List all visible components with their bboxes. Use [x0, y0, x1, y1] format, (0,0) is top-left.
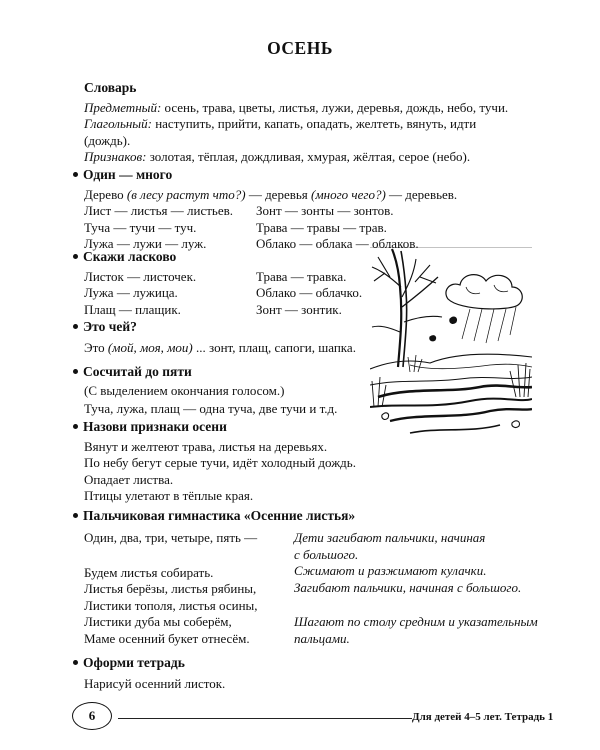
- action-line: с большого.: [294, 546, 359, 562]
- footer-divider: [118, 718, 412, 719]
- notebook-section: [84, 655, 225, 692]
- bullet-icon: [73, 324, 78, 329]
- adjectives-label: Признаков:: [84, 149, 147, 165]
- diminutive-heading: Скажи ласково: [84, 249, 364, 266]
- signs-heading: Назови признаки осени: [84, 419, 356, 436]
- list-item: Трава — травы — трав.: [256, 219, 387, 235]
- list-item: Плащ — плащик.: [84, 301, 181, 317]
- whose-section: [84, 319, 356, 356]
- verse-line: Будем листья собирать.: [84, 564, 214, 580]
- verbs-text: наступить, прийти, капать, опадать, желтеть, вянуть, идти: [155, 116, 477, 132]
- verbs-text-continued: (дождь).: [84, 132, 131, 148]
- list-item: По небу бегут серые тучи, идёт холодный дождь.: [84, 455, 356, 471]
- nouns-label: Предметный:: [84, 99, 162, 115]
- count-note: (С выделением окончания голосом.): [84, 382, 285, 398]
- signs-section: [84, 419, 356, 505]
- finger-gymnastics-heading: Пальчиковая гимнастика «Осенние листья»: [84, 508, 544, 525]
- finger-verse: [84, 530, 258, 648]
- list-item: Облако — облака — облаков.: [256, 236, 419, 252]
- list-item: Птицы улетают в тёплые края.: [84, 488, 254, 504]
- list-item: Облако — облачко.: [256, 285, 363, 301]
- finger-actions: [294, 530, 538, 648]
- page-title: ОСЕНЬ: [267, 38, 333, 58]
- list-item: Опадает листва.: [84, 471, 174, 487]
- verbs-label: Глагольный:: [84, 116, 152, 132]
- list-item: Трава — травка.: [256, 268, 347, 284]
- action-line: Шагают по столу средним и указательным: [294, 614, 538, 630]
- bullet-icon: [73, 369, 78, 374]
- one-many-heading: Один — много: [84, 167, 384, 184]
- action-line: Сжимают и разжимают кулачки.: [294, 563, 487, 579]
- bullet-icon: [73, 424, 78, 429]
- count-heading: Сосчитай до пяти: [84, 364, 337, 381]
- count-section: [84, 364, 337, 418]
- verse-line: Листья берёзы, листья рябины,: [84, 581, 257, 597]
- diminutive-columns: [84, 269, 364, 319]
- one-many-right-column: [256, 203, 419, 253]
- action-line: Загибают пальчики, начиная с большого.: [294, 579, 522, 595]
- list-item: Вянут и желтеют трава, листья на деревьях.: [84, 438, 328, 454]
- verse-line: Листики тополя, листья осины,: [84, 597, 258, 613]
- action-line: пальцами.: [294, 630, 350, 646]
- finger-gymnastics-section: [84, 508, 544, 525]
- one-many-example: Дерево (в лесу растут что?) — деревья (много чего?) — деревьев.: [84, 186, 458, 202]
- bullet-icon: [73, 254, 78, 259]
- autumn-landscape-illustration: [370, 247, 532, 443]
- list-item: Зонт — зонты — зонтов.: [256, 203, 394, 219]
- list-item: Лужа — лужица.: [84, 285, 178, 301]
- bullet-icon: [73, 513, 78, 518]
- page-number: 6: [72, 702, 112, 730]
- diminutive-right-column: [256, 269, 362, 319]
- adjectives-text: золотая, тёплая, дождливая, хмурая, жёлтая, серое (небо).: [149, 149, 471, 165]
- action-line: Дети загибают пальчики, начиная: [294, 530, 486, 545]
- signs-list: [84, 439, 356, 505]
- count-text: Туча, лужа, плащ — одна туча, две тучи и т.д.: [84, 401, 338, 417]
- verse-line: Один, два, три, четыре, пять —: [84, 530, 258, 545]
- one-many-section: [83, 167, 458, 253]
- diminutive-section: [84, 249, 364, 318]
- whose-heading: Это чей?: [84, 319, 356, 336]
- verse-line: Листики дуба мы соберём,: [84, 614, 232, 630]
- vocabulary-nouns: [84, 100, 508, 117]
- bullet-icon: [73, 660, 78, 665]
- whose-text: Это (мой, моя, мои) ... зонт, плащ, сапоги, шапка.: [84, 339, 356, 355]
- list-item: Туча — тучи — туч.: [84, 219, 197, 235]
- list-item: Лужа — лужи — луж.: [84, 236, 207, 252]
- list-item: Лист — листья — листьев.: [84, 203, 234, 219]
- footer-caption: Для детей 4–5 лет. Тетрадь 1: [412, 711, 554, 723]
- list-item: Зонт — зонтик.: [256, 301, 342, 317]
- vocabulary-section: [84, 80, 508, 166]
- one-many-columns: [84, 203, 419, 253]
- vocabulary-verbs: [84, 116, 508, 133]
- verse-line: Маме осенний букет отнесём.: [84, 630, 250, 646]
- vocabulary-adjectives: [84, 149, 508, 166]
- nouns-text: осень, трава, цветы, листья, лужи, деревья, дождь, небо, тучи.: [164, 99, 509, 115]
- list-item: Листок — листочек.: [84, 268, 197, 284]
- bullet-icon: [73, 172, 78, 177]
- notebook-heading: Оформи тетрадь: [84, 655, 225, 672]
- vocabulary-heading: Словарь: [84, 80, 137, 95]
- notebook-text: Нарисуй осенний листок.: [84, 675, 226, 691]
